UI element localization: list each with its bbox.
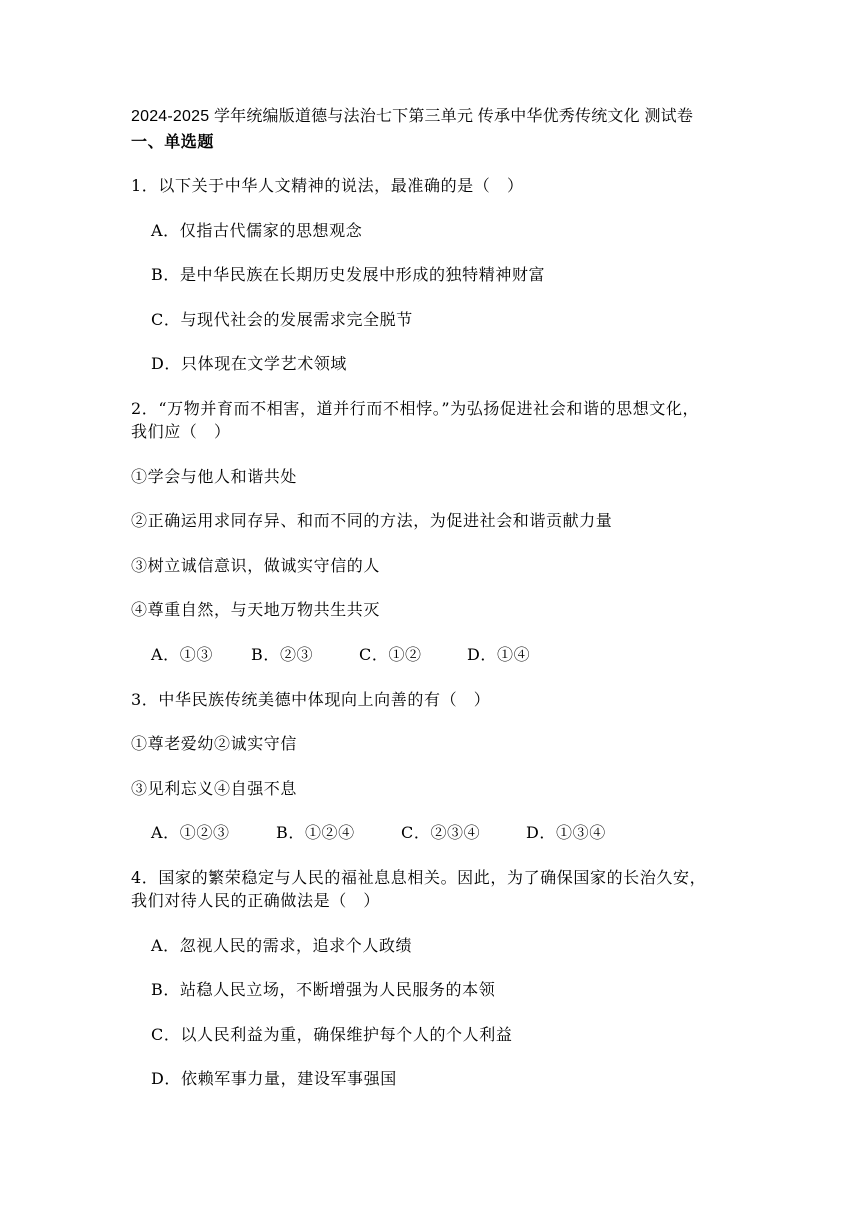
question-4-option-d: D．依赖军事力量，建设军事强国 xyxy=(151,1069,397,1088)
question-3-option-c: C．②③④ xyxy=(401,823,481,842)
question-3-option-a: A．①②③ xyxy=(151,823,230,842)
question-2-option-c: C．①② xyxy=(359,645,422,664)
question-3-item-1: ①尊老爱幼②诚实守信 xyxy=(131,734,298,753)
question-1-stem: 1．以下关于中华人文精神的说法，最准确的是（ ） xyxy=(131,176,524,195)
question-4-option-c: C．以人民利益为重，确保维护每个人的个人利益 xyxy=(151,1025,513,1044)
question-4-stem-line-2: 我们对待人民的正确做法是（ ） xyxy=(131,891,381,910)
question-3-option-d: D．①③④ xyxy=(526,823,606,842)
question-2-options xyxy=(151,644,530,666)
question-2-option-d: D．①④ xyxy=(467,645,531,664)
section-heading: 一、单选题 xyxy=(131,132,215,151)
question-2-stem-line-1: 2．“万物并育而不相害，道并行而不相悖。”为弘扬促进社会和谐的思想文化， xyxy=(131,399,700,418)
question-2-item-2: ②正确运用求同存异、和而不同的方法，为促进社会和谐贡献力量 xyxy=(131,511,613,530)
question-2-item-3: ③树立诚信意识，做诚实守信的人 xyxy=(131,556,381,575)
question-1-option-d: D．只体现在文学艺术领域 xyxy=(151,354,348,373)
question-2-item-4: ④尊重自然，与天地万物共生共灭 xyxy=(131,600,381,619)
question-3-item-2: ③见利忘义④自强不息 xyxy=(131,779,298,798)
question-4-stem-line-1: 4．国家的繁荣稳定与人民的福祉息息相关。因此，为了确保国家的长治久安， xyxy=(131,868,707,887)
question-3-option-b: B．①②④ xyxy=(276,823,355,842)
question-3-stem: 3．中华民族传统美德中体现向上向善的有（ ） xyxy=(131,690,491,709)
question-4-option-a: A．忽视人民的需求，追求个人政绩 xyxy=(151,936,413,955)
question-1-option-c: C．与现代社会的发展需求完全脱节 xyxy=(151,310,413,329)
question-4-option-b: B．站稳人民立场，不断增强为人民服务的本领 xyxy=(151,980,496,999)
question-1-option-b: B．是中华民族在长期历史发展中形成的独特精神财富 xyxy=(151,265,546,284)
question-2-option-b: B．②③ xyxy=(251,645,314,664)
question-2-option-a: A．①③ xyxy=(151,645,213,664)
page-title: 2024-2025 学年统编版道德与法治七下第三单元 传承中华优秀传统文化 测试卷 xyxy=(131,108,694,125)
question-3-options xyxy=(151,822,606,844)
question-2-stem-line-2: 我们应（ ） xyxy=(131,422,231,441)
question-1-option-a: A．仅指古代儒家的思想观念 xyxy=(151,221,363,240)
question-2-item-1: ①学会与他人和谐共处 xyxy=(131,467,298,486)
